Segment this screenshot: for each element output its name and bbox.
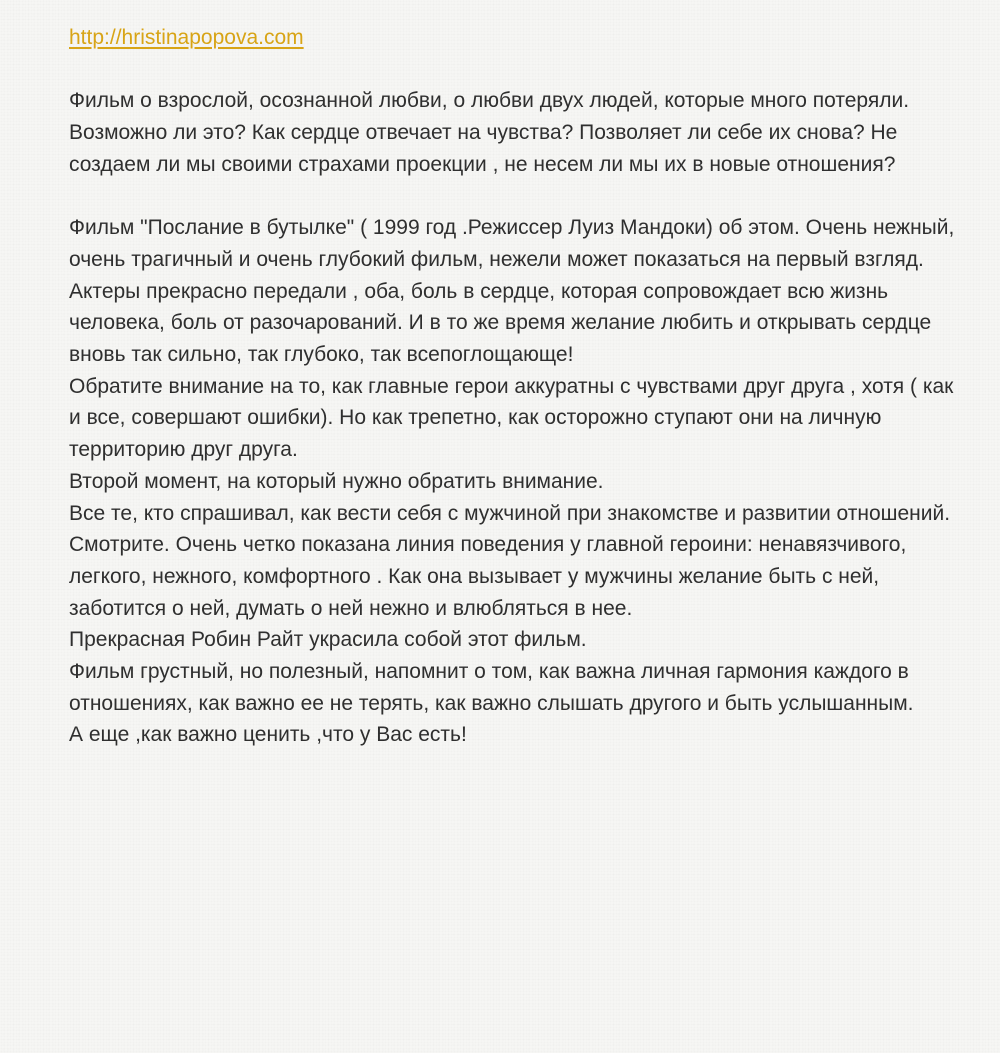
paragraph-film: Фильм "Послание в бутылке" ( 1999 год .Режиссер Луиз Мандоки) об этом. Очень нежный, очень трагичный и очень глубокий фильм, нежели может показаться на первый взгляд. Актеры прекрасно передали , оба, боль в сердце, которая сопровождает всю жизнь человека, боль от разочарований. И в то же время желание любить и открывать сердце вновь так сильно, так глубоко, так всепоглощающе! [69,216,955,366]
paragraph-final: А еще ,как важно ценить ,что у Вас есть! [69,723,467,747]
paragraph-intro: Фильм о взрослой, осознанной любви, о любви двух людей, которые много потеряли. Возможно ли это? Как сердце отвечает на чувства? Позволяет ли себе их снова? Не создаем ли мы своими страхами проекции , не несем ли мы их в новые отношения? [69,89,910,176]
paragraph-question: Все те, кто спрашивал, как вести себя с мужчиной при знакомстве и развитии отношений. [69,501,951,525]
paragraph-heroine: Смотрите. Очень четко показана линия поведения у главной героини: ненавязчивого, легкого, нежного, комфортного . Как она вызывает у мужчины желание быть с ней, заботится о ней, думать о ней нежно и влюбляться в нее. [69,533,907,620]
paragraph-second-moment: Второй момент, на который нужно обратить внимание. [69,469,604,493]
note-body [69,22,969,751]
spacer [69,181,969,213]
spacer [69,54,969,86]
website-link[interactable]: http://hristinapopova.com [69,26,304,49]
paragraph-conclusion: Фильм грустный, но полезный, напомнит о том, как важна личная гармония каждого в отношениях, как важно ее не терять, как важно слышать другого и быть услышанным. [69,660,914,715]
paragraph-actress: Прекрасная Робин Райт украсила собой этот фильм. [69,628,587,652]
paragraph-heroes: Обратите внимание на то, как главные герои аккуратны с чувствами друг друга , хотя ( как и все, совершают ошибки). Но как трепетно, как осторожно ступают они на личную территорию друг друга. [69,374,954,462]
